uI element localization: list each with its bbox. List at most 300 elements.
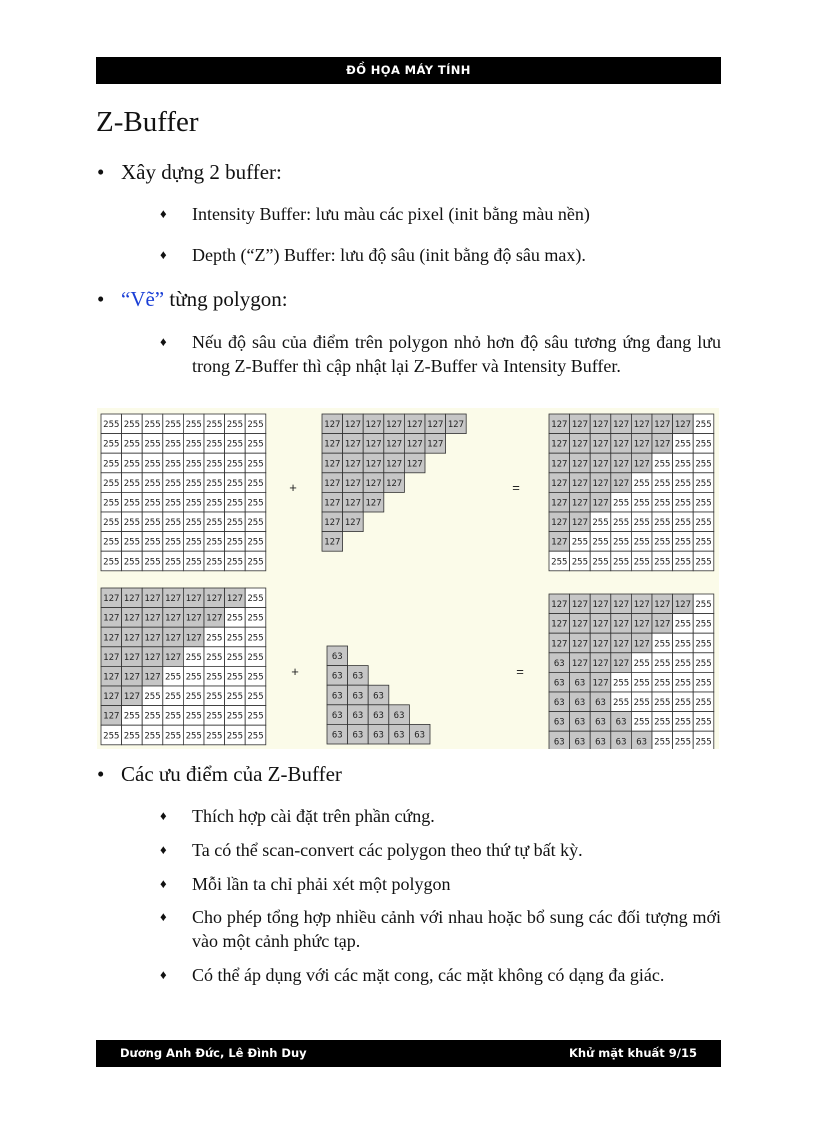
grid-cell-value: 255 [695,678,712,689]
sub-item-text: Mỗi lần ta chỉ phải xét một polygon [192,874,451,894]
grid-cell-value: 255 [633,658,650,669]
grid-cell-value: 255 [226,498,244,509]
grid-cell-value: 127 [571,619,589,630]
grid-cell-value: 255 [654,737,671,748]
bullet-dot-icon: • [97,762,105,786]
grid-cell-value: 127 [571,478,589,489]
grid-cell-value: 255 [695,717,712,728]
grid-cell-value: 255 [164,498,182,509]
grid-cell-value: 255 [674,537,692,548]
grid-cell-value: 255 [206,731,223,742]
grid-cell-value: 127 [612,420,630,431]
grid-cell-value: 255 [164,439,182,450]
grid-cell-value: 255 [144,537,161,548]
grid-cell-value: 255 [226,672,244,683]
zbuffer-figure [97,408,719,749]
grid-cell-value: 63 [331,730,343,741]
grid-cell-value: 63 [393,730,405,741]
sub-item [160,202,721,226]
grid-cell-value: 127 [123,594,141,605]
grid-cell-value: 255 [144,711,161,722]
grid-cell-value: 127 [164,594,182,605]
grid-cell-value: 255 [226,518,244,529]
bullet-label-rest: từng polygon: [164,287,288,311]
grid-cell-value: 63 [615,717,627,728]
grid-cell-value: 63 [553,737,565,748]
grid-cell-value: 255 [123,537,141,548]
bullet-build-buffers [97,158,282,186]
grid-cell-value: 127 [571,518,589,529]
grid-cell-value: 255 [226,692,244,703]
grid-cell-value: 255 [164,420,182,431]
grid-cell-value: 127 [185,594,202,605]
grid-cell-value: 255 [592,557,609,568]
grid-cell-value: 255 [226,439,244,450]
grid-cell-value: 255 [247,692,264,703]
grid-cell-value: 255 [226,459,244,470]
grid-cell-value: 255 [654,537,671,548]
grid-cell-value: 255 [674,658,692,669]
grid-cell-value: 255 [123,557,141,568]
grid-cell-value: 127 [164,613,182,624]
grid-cell-value: 255 [185,557,202,568]
grid-cell-value: 255 [206,672,223,683]
grid-cell-value: 255 [247,459,264,470]
grid-cell-value: 127 [551,518,568,529]
diamond-bullet-icon: ♦ [160,334,167,349]
grid-cell-value: 127 [324,518,341,529]
grid-cell-value: 255 [612,678,630,689]
grid-cell-value: 255 [226,557,244,568]
grid-cell-value: 127 [385,459,403,470]
grid-cell-value: 255 [206,557,223,568]
grid-cell-value: 255 [226,613,244,624]
equals-operator: = [516,664,524,679]
grid-cell-value: 127 [123,652,141,663]
grid-cell-value: 127 [551,600,568,611]
grid-cell-value: 255 [144,557,161,568]
grid-row2-middle [327,646,430,744]
grid-cell-value: 255 [185,459,202,470]
sub-item-text: Cho phép tổng hợp nhiều cảnh với nhau hoặc bổ sung các đối tượng mới vào một cảnh phức tạp. [192,907,721,951]
sub-item [160,963,721,987]
grid-cell-value: 255 [103,518,120,529]
grid-cell-value: 127 [674,420,692,431]
bullet-dot-icon: • [97,160,105,184]
grid-cell-value: 255 [164,711,182,722]
grid-cell-value: 127 [365,459,382,470]
grid-cell-value: 127 [654,619,671,630]
grid-cell-value: 63 [352,671,364,682]
diamond-bullet-icon: ♦ [160,842,167,857]
grid-cell-value: 127 [654,420,671,431]
grid-cell-value: 255 [612,498,630,509]
grid-cell-value: 127 [344,478,362,489]
grid-cell-value: 63 [373,691,384,702]
grid-cell-value: 127 [571,600,589,611]
grid-cell-value: 255 [654,678,671,689]
grid-cell-value: 255 [247,731,264,742]
sub-item-text: Thích hợp cài đặt trên phần cứng. [192,806,435,826]
grid-cell-value: 255 [612,698,630,709]
grid-cell-value: 63 [615,737,627,748]
grid-cell-value: 63 [393,710,405,721]
grid-cell-value: 255 [633,717,650,728]
grid-cell-value: 255 [103,478,120,489]
grid-cell-value: 63 [553,717,565,728]
grid-cell-value: 255 [633,678,650,689]
grid-cell-value: 255 [654,717,671,728]
grid-cell-value: 255 [247,652,264,663]
grid-cell-value: 255 [206,537,223,548]
grid-cell-value: 127 [365,420,382,431]
grid-cell-value: 255 [695,698,712,709]
bullet-label: Xây dựng 2 buffer: [121,160,282,184]
grid-cell-value: 127 [144,633,161,644]
grid-cell-value: 127 [551,619,568,630]
grid-cell-value: 255 [206,420,223,431]
grid-cell-value: 255 [633,698,650,709]
grid-cell-value: 255 [226,711,244,722]
grid-cell-value: 255 [695,478,712,489]
grid-cell-value: 255 [674,498,692,509]
grid-cell-value: 255 [247,711,264,722]
grid-cell-value: 255 [144,439,161,450]
grid-cell-value: 127 [571,639,589,650]
grid-cell-value: 63 [553,678,565,689]
bullet-draw-polygon [97,285,288,313]
equals-operator: = [512,480,520,495]
grid-cell-value: 63 [574,678,586,689]
grid-cell-value: 255 [185,498,202,509]
grid-cell-value: 127 [633,619,650,630]
grid-cell-value: 127 [633,639,650,650]
grid-cell-value: 255 [571,537,589,548]
grid-cell-value: 255 [592,518,609,529]
grid-cell-value: 255 [612,557,630,568]
grid-row2-right [549,594,714,749]
grid-cell-value: 127 [324,459,341,470]
grid-cell-value: 127 [103,594,120,605]
bullet-label-quoted: “Vẽ” [121,287,165,311]
diamond-bullet-icon: ♦ [160,967,167,982]
grid-cell-value: 63 [373,730,384,741]
grid-cell-value: 255 [206,498,223,509]
grid-cell-value: 127 [123,613,141,624]
grid-cell-value: 127 [592,478,609,489]
grid-cell-value: 127 [612,459,630,470]
grid-cell-value: 255 [247,439,264,450]
grid-cell-value: 255 [144,459,161,470]
grid-cell-value: 255 [103,459,120,470]
grid-cell-value: 127 [344,420,362,431]
plus-operator: + [291,664,299,679]
grid-cell-value: 255 [123,420,141,431]
sub-item-text: Nếu độ sâu của điểm trên polygon nhỏ hơn độ sâu tương ứng đang lưu trong Z-Buffer thì cập nhật lại Z-Buffer và Intensity Buffer. [192,332,721,376]
diamond-bullet-icon: ♦ [160,808,167,823]
grid-cell-value: 255 [185,420,202,431]
grid-cell-value: 127 [427,420,444,431]
grid-cell-value: 63 [636,737,648,748]
grid-cell-value: 127 [551,478,568,489]
diamond-bullet-icon: ♦ [160,206,167,221]
grid-cell-value: 63 [574,698,586,709]
grid-cell-value: 127 [612,639,630,650]
grid-cell-value: 63 [331,671,343,682]
grid-cell-value: 255 [123,711,141,722]
grid-cell-value: 127 [654,439,671,450]
grid-cell-value: 127 [144,672,161,683]
grid-cell-value: 127 [571,498,589,509]
grid-cell-value: 255 [103,420,120,431]
grid-cell-value: 255 [185,711,202,722]
grid-cell-value: 255 [654,639,671,650]
grid-cell-value: 255 [247,478,264,489]
grid-cell-value: 255 [695,557,712,568]
grid-cell-value: 255 [144,518,161,529]
grid-cell-value: 255 [654,698,671,709]
grid-cell-value: 255 [633,498,650,509]
grid-cell-value: 127 [123,692,141,703]
grid-cell-value: 255 [674,737,692,748]
grid-cell-value: 255 [144,420,161,431]
grid-cell-value: 255 [206,633,223,644]
grid-cell-value: 127 [551,639,568,650]
grid-cell-value: 127 [674,600,692,611]
grid-cell-value: 255 [206,439,223,450]
grid-cell-value: 255 [695,639,712,650]
grid-cell-value: 255 [674,518,692,529]
grid-cell-value: 255 [226,731,244,742]
grid-cell-value: 255 [695,439,712,450]
grid-cell-value: 127 [592,498,609,509]
grid-cell-value: 63 [553,658,565,669]
grid-cell-value: 255 [674,478,692,489]
grid-cell-value: 255 [144,478,161,489]
page-footer [96,1040,721,1067]
grid-cell-value: 255 [144,692,161,703]
bullet-advantages [97,760,342,788]
grid-cell-value: 255 [206,478,223,489]
grid-cell-value: 255 [123,731,141,742]
grid-cell-value: 127 [592,658,609,669]
grid-cell-value: 255 [247,518,264,529]
grid-cell-value: 127 [185,613,202,624]
grid-cell-value: 63 [331,652,343,663]
grid-cell-value: 127 [592,459,609,470]
grid-cell-value: 127 [385,420,403,431]
grid-cell-value: 63 [574,737,586,748]
diamond-bullet-icon: ♦ [160,909,167,924]
grid-cell-value: 127 [206,594,223,605]
grid-cell-value: 255 [185,672,202,683]
grid-cell-value: 127 [144,613,161,624]
grid-cell-value: 255 [103,439,120,450]
grid-cell-value: 255 [633,557,650,568]
grid-cell-value: 127 [612,478,630,489]
grid-cell-value: 127 [103,672,120,683]
page-header [96,57,721,84]
grid-cell-value: 127 [344,518,362,529]
grid-cell-value: 255 [185,537,202,548]
grid-cell-value: 255 [695,619,712,630]
grid-cell-value: 255 [206,711,223,722]
grid-cell-value: 255 [674,698,692,709]
grid-cell-value: 127 [324,420,341,431]
grid-cell-value: 127 [103,692,120,703]
grid-cell-value: 127 [103,633,120,644]
grid-cell-value: 127 [103,711,120,722]
grid-cell-value: 255 [185,439,202,450]
grid-cell-value: 63 [352,710,364,721]
grid-cell-value: 255 [164,518,182,529]
grid-cell-value: 127 [551,498,568,509]
grid-cell-value: 255 [695,518,712,529]
grid-cell-value: 127 [654,600,671,611]
grid-cell-value: 127 [385,439,403,450]
grid-cell-value: 255 [144,731,161,742]
grid-cell-value: 127 [571,439,589,450]
grid-cell-value: 255 [695,737,712,748]
footer-authors: Dương Anh Đức, Lê Đình Duy [120,1046,307,1060]
grid-cell-value: 255 [185,731,202,742]
sub-item-text: Intensity Buffer: lưu màu các pixel (init bằng màu nền) [192,204,590,224]
grid-cell-value: 255 [226,652,244,663]
grid-cell-value: 63 [595,737,606,748]
grid-cell-value: 255 [654,518,671,529]
grid-cell-value: 255 [247,537,264,548]
grid-cell-value: 255 [123,518,141,529]
grid-cell-value: 127 [206,613,223,624]
grid-cell-value: 255 [695,658,712,669]
grid-cell-value: 127 [164,652,182,663]
grid-cell-value: 255 [674,619,692,630]
grid-cell-value: 255 [695,459,712,470]
grid-cell-value: 255 [226,478,244,489]
grid-cell-value: 255 [551,557,568,568]
grid-cell-value: 255 [185,692,202,703]
grid-cell-value: 255 [674,678,692,689]
grid-cell-value: 255 [164,459,182,470]
grid-cell-value: 255 [674,557,692,568]
grid-cell-value: 255 [695,537,712,548]
grid-cell-value: 127 [324,537,341,548]
grid-cell-value: 63 [331,691,343,702]
grid-cell-value: 255 [247,672,264,683]
grid-cell-value: 255 [123,498,141,509]
grid-cell-value: 255 [103,731,120,742]
grid-cell-value: 255 [206,692,223,703]
header-title: ĐỒ HỌA MÁY TÍNH [346,63,471,77]
grid-cell-value: 255 [164,537,182,548]
grid-cell-value: 63 [553,698,565,709]
grid-cell-value: 127 [406,439,423,450]
grid-cell-value: 127 [571,658,589,669]
grid-cell-value: 255 [164,692,182,703]
grid-cell-value: 63 [352,730,364,741]
grid-cell-value: 255 [695,498,712,509]
sub-item [160,838,721,862]
grid-cell-value: 127 [324,498,341,509]
grid-cell-value: 127 [344,498,362,509]
grid-cell-value: 255 [144,498,161,509]
grid-cell-value: 127 [123,633,141,644]
grid-cell-value: 127 [324,478,341,489]
sub-item-text: Ta có thể scan-convert các polygon theo thứ tự bất kỳ. [192,840,583,860]
grid-cell-value: 63 [595,698,606,709]
section-title: Z-Buffer [96,106,199,138]
footer-page-info: Khử mặt khuất 9/15 [568,1046,697,1060]
grid-cell-value: 255 [674,459,692,470]
grid-cell-value: 63 [331,710,343,721]
grid-cell-value: 255 [226,633,244,644]
grid-cell-value: 127 [612,658,630,669]
grid-row2-left [101,588,266,745]
bullet-label: Các ưu điểm của Z-Buffer [121,762,342,786]
grid-cell-value: 127 [551,439,568,450]
grid-cell-value: 127 [365,498,382,509]
grid-cell-value: 127 [633,420,650,431]
grid-cell-value: 127 [633,600,650,611]
grid-cell-value: 255 [654,658,671,669]
grid-cell-value: 127 [592,619,609,630]
grid-cell-value: 127 [592,420,609,431]
sub-item [160,804,721,828]
sub-item-text: Có thể áp dụng với các mặt cong, các mặt không có dạng đa giác. [192,965,665,985]
plus-operator: + [289,480,297,495]
grid-cell-value: 127 [633,459,650,470]
grid-cell-value: 255 [226,537,244,548]
grid-cell-value: 127 [633,439,650,450]
grid-cell-value: 255 [103,557,120,568]
sub-item-text: Depth (“Z”) Buffer: lưu độ sâu (init bằng độ sâu max). [192,245,586,265]
grid-cell-value: 127 [365,439,382,450]
grid-cell-value: 127 [551,420,568,431]
grid-cell-value: 255 [654,498,671,509]
grid-cell-value: 255 [674,717,692,728]
grid-cell-value: 127 [592,600,609,611]
grid-cell-value: 127 [324,439,341,450]
grid-cell-value: 127 [406,420,423,431]
grid-cell-value: 255 [123,478,141,489]
grid-cell-value: 63 [574,717,586,728]
zbuffer-diagram [97,408,719,749]
grid-cell-value: 127 [551,459,568,470]
grid-cell-value: 255 [247,594,264,605]
grid-cell-value: 255 [633,478,650,489]
grid-cell-value: 255 [123,459,141,470]
grid-cell-value: 127 [103,652,120,663]
grid-cell-value: 255 [206,652,223,663]
grid-cell-value: 255 [612,537,630,548]
grid-cell-value: 127 [123,672,141,683]
grid-cell-value: 127 [592,439,609,450]
grid-row1-middle [322,414,466,551]
grid-cell-value: 63 [595,717,606,728]
grid-cell-value: 255 [247,557,264,568]
grid-cell-value: 255 [164,731,182,742]
grid-cell-value: 127 [571,420,589,431]
grid-cell-value: 255 [247,498,264,509]
grid-cell-value: 255 [674,439,692,450]
grid-cell-value: 127 [385,478,403,489]
grid-cell-value: 127 [447,420,465,431]
diamond-bullet-icon: ♦ [160,876,167,891]
grid-cell-value: 255 [185,652,202,663]
grid-cell-value: 255 [633,537,650,548]
sub-item [160,872,721,896]
diamond-bullet-icon: ♦ [160,247,167,262]
